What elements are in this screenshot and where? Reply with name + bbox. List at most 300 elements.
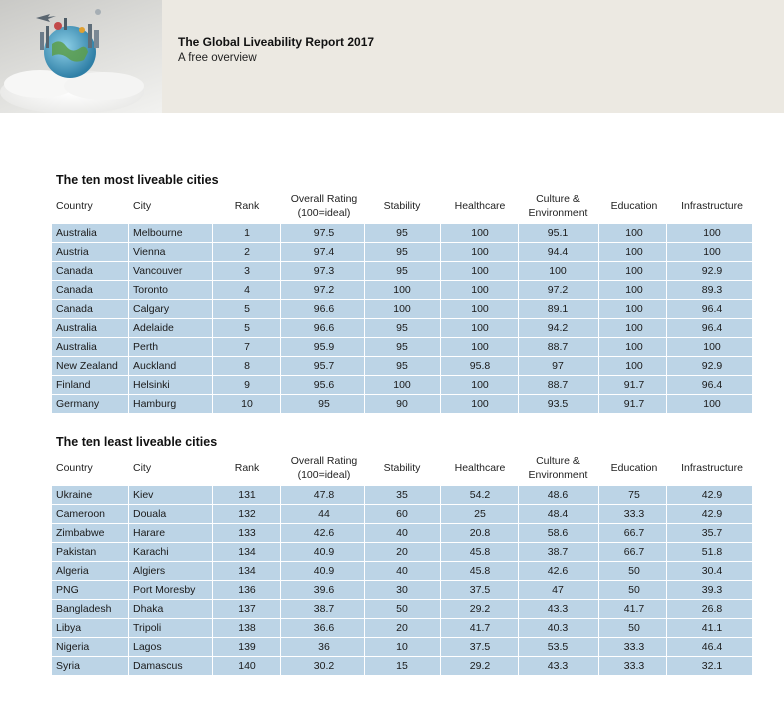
table-row bbox=[52, 300, 752, 318]
cell-healthcare: 45.8 bbox=[469, 546, 491, 558]
column-divider bbox=[518, 524, 519, 542]
cell-culture-environment: 58.6 bbox=[547, 527, 569, 539]
column-divider bbox=[518, 281, 519, 299]
cell-infrastructure: 51.8 bbox=[701, 546, 723, 558]
cell-city: Adelaide bbox=[133, 322, 174, 334]
cell-rank: 5 bbox=[244, 322, 250, 334]
table-row bbox=[52, 619, 752, 637]
cell-rank: 7 bbox=[244, 341, 250, 353]
column-divider bbox=[666, 243, 667, 261]
column-divider bbox=[666, 657, 667, 675]
cell-culture-environment: 48.4 bbox=[547, 508, 569, 520]
column-divider bbox=[364, 262, 365, 280]
cell-education: 100 bbox=[625, 265, 643, 277]
cell-culture-environment: 53.5 bbox=[547, 641, 569, 653]
column-divider bbox=[666, 281, 667, 299]
column-divider bbox=[518, 395, 519, 413]
cell-stability: 100 bbox=[393, 284, 411, 296]
most-liveable-table bbox=[52, 188, 752, 414]
cell-city: Vancouver bbox=[133, 265, 183, 277]
table-row bbox=[52, 357, 752, 375]
table-row bbox=[52, 262, 752, 280]
col-stability: Stability bbox=[383, 462, 421, 474]
cell-healthcare: 54.2 bbox=[469, 489, 491, 501]
column-divider bbox=[364, 357, 365, 375]
cell-rank: 132 bbox=[238, 508, 256, 520]
cell-infrastructure: 30.4 bbox=[701, 565, 723, 577]
cell-stability: 95 bbox=[396, 265, 408, 277]
cell-overall-rating: 36.6 bbox=[313, 622, 335, 634]
col-overall-rating: Overall Rating (100=ideal) bbox=[290, 193, 358, 219]
column-divider bbox=[364, 224, 365, 242]
cell-infrastructure: 92.9 bbox=[701, 265, 723, 277]
cell-culture-environment: 40.3 bbox=[547, 622, 569, 634]
table-header bbox=[52, 188, 752, 224]
cell-city: Perth bbox=[133, 341, 159, 353]
table-row bbox=[52, 486, 752, 504]
cell-city: Calgary bbox=[133, 303, 170, 315]
column-divider bbox=[666, 524, 667, 542]
cell-healthcare: 100 bbox=[471, 398, 489, 410]
table-header bbox=[52, 450, 752, 486]
cell-culture-environment: 88.7 bbox=[547, 379, 569, 391]
cell-stability: 95 bbox=[396, 246, 408, 258]
table-row bbox=[52, 319, 752, 337]
cell-culture-environment: 97 bbox=[552, 360, 564, 372]
cell-infrastructure: 42.9 bbox=[701, 508, 723, 520]
col-education: Education bbox=[610, 462, 658, 474]
column-divider bbox=[598, 543, 599, 561]
cell-education: 100 bbox=[625, 322, 643, 334]
column-divider bbox=[440, 376, 441, 394]
column-divider bbox=[364, 300, 365, 318]
cell-country: Finland bbox=[56, 379, 91, 391]
cell-overall-rating: 47.8 bbox=[313, 489, 335, 501]
cell-education: 100 bbox=[625, 227, 643, 239]
column-divider bbox=[598, 562, 599, 580]
table-body bbox=[52, 224, 752, 413]
cell-education: 100 bbox=[625, 284, 643, 296]
cell-rank: 2 bbox=[244, 246, 250, 258]
cell-country: Australia bbox=[56, 227, 97, 239]
column-divider bbox=[666, 562, 667, 580]
cell-country: PNG bbox=[56, 584, 79, 596]
cell-overall-rating: 97.3 bbox=[313, 265, 335, 277]
cell-city: Vienna bbox=[133, 246, 166, 258]
column-divider bbox=[440, 300, 441, 318]
column-divider bbox=[440, 543, 441, 561]
cell-stability: 60 bbox=[396, 508, 408, 520]
cell-healthcare: 41.7 bbox=[469, 622, 491, 634]
cell-education: 100 bbox=[625, 341, 643, 353]
column-divider bbox=[440, 619, 441, 637]
column-divider bbox=[364, 657, 365, 675]
column-divider bbox=[280, 224, 281, 242]
cell-city: Toronto bbox=[133, 284, 169, 296]
table-row bbox=[52, 581, 752, 599]
cell-culture-environment: 94.2 bbox=[547, 322, 569, 334]
table-row bbox=[52, 562, 752, 580]
cell-healthcare: 100 bbox=[471, 284, 489, 296]
cell-city: Algiers bbox=[133, 565, 166, 577]
cell-culture-environment: 43.3 bbox=[547, 603, 569, 615]
cell-infrastructure: 96.4 bbox=[701, 379, 723, 391]
column-divider bbox=[518, 657, 519, 675]
column-divider bbox=[598, 619, 599, 637]
table-row bbox=[52, 243, 752, 261]
cell-stability: 100 bbox=[393, 379, 411, 391]
cell-stability: 15 bbox=[396, 660, 408, 672]
cell-culture-environment: 93.5 bbox=[547, 398, 569, 410]
column-divider bbox=[364, 281, 365, 299]
column-divider bbox=[364, 338, 365, 356]
cell-healthcare: 95.8 bbox=[469, 360, 491, 372]
cell-infrastructure: 100 bbox=[703, 398, 721, 410]
cell-country: Nigeria bbox=[56, 641, 90, 653]
column-divider bbox=[666, 486, 667, 504]
table-row bbox=[52, 638, 752, 656]
cell-infrastructure: 100 bbox=[703, 341, 721, 353]
cell-education: 66.7 bbox=[623, 546, 645, 558]
cell-rank: 10 bbox=[241, 398, 253, 410]
col-rank: Rank bbox=[234, 462, 260, 474]
column-divider bbox=[598, 581, 599, 599]
cell-healthcare: 100 bbox=[471, 265, 489, 277]
cell-stability: 50 bbox=[396, 603, 408, 615]
cell-culture-environment: 43.3 bbox=[547, 660, 569, 672]
column-divider bbox=[598, 224, 599, 242]
cell-infrastructure: 96.4 bbox=[701, 303, 723, 315]
column-divider bbox=[440, 243, 441, 261]
cell-culture-environment: 100 bbox=[549, 265, 567, 277]
column-divider bbox=[518, 300, 519, 318]
column-divider bbox=[280, 619, 281, 637]
cell-education: 100 bbox=[625, 246, 643, 258]
cell-rank: 138 bbox=[238, 622, 256, 634]
cell-city: Kiev bbox=[133, 489, 154, 501]
column-divider bbox=[598, 600, 599, 618]
column-divider bbox=[440, 338, 441, 356]
column-divider bbox=[666, 319, 667, 337]
column-divider bbox=[666, 262, 667, 280]
cell-city: Dhaka bbox=[133, 603, 164, 615]
table-row bbox=[52, 657, 752, 675]
cell-overall-rating: 97.2 bbox=[313, 284, 335, 296]
cell-healthcare: 100 bbox=[471, 322, 489, 334]
cell-healthcare: 37.5 bbox=[469, 641, 491, 653]
table-row bbox=[52, 338, 752, 356]
col-healthcare: Healthcare bbox=[454, 462, 506, 474]
column-divider bbox=[666, 300, 667, 318]
column-divider bbox=[440, 581, 441, 599]
cell-stability: 95 bbox=[396, 227, 408, 239]
column-divider bbox=[280, 357, 281, 375]
cell-overall-rating: 40.9 bbox=[313, 546, 335, 558]
cell-city: Harare bbox=[133, 527, 166, 539]
column-divider bbox=[518, 543, 519, 561]
table-row bbox=[52, 524, 752, 542]
cell-country: Algeria bbox=[56, 565, 89, 577]
col-rank: Rank bbox=[234, 200, 260, 212]
column-divider bbox=[598, 300, 599, 318]
column-divider bbox=[364, 505, 365, 523]
column-divider bbox=[440, 638, 441, 656]
cell-rank: 140 bbox=[238, 660, 256, 672]
cell-overall-rating: 44 bbox=[318, 508, 330, 520]
cell-rank: 4 bbox=[244, 284, 250, 296]
column-divider bbox=[518, 562, 519, 580]
cell-rank: 134 bbox=[238, 565, 256, 577]
cell-overall-rating: 95 bbox=[318, 398, 330, 410]
cell-infrastructure: 39.3 bbox=[701, 584, 723, 596]
cell-overall-rating: 39.6 bbox=[313, 584, 335, 596]
cell-culture-environment: 95.1 bbox=[547, 227, 569, 239]
cell-country: Canada bbox=[56, 265, 93, 277]
table-row bbox=[52, 600, 752, 618]
col-city: City bbox=[133, 462, 152, 474]
cell-education: 50 bbox=[628, 622, 640, 634]
cell-culture-environment: 94.4 bbox=[547, 246, 569, 258]
column-divider bbox=[280, 505, 281, 523]
column-divider bbox=[518, 224, 519, 242]
cell-healthcare: 100 bbox=[471, 341, 489, 353]
cell-healthcare: 37.5 bbox=[469, 584, 491, 596]
cell-overall-rating: 97.4 bbox=[313, 246, 335, 258]
cell-country: Canada bbox=[56, 303, 93, 315]
column-divider bbox=[598, 262, 599, 280]
cell-healthcare: 45.8 bbox=[469, 565, 491, 577]
cell-stability: 10 bbox=[396, 641, 408, 653]
cell-rank: 133 bbox=[238, 527, 256, 539]
column-divider bbox=[518, 486, 519, 504]
cell-education: 50 bbox=[628, 584, 640, 596]
cell-stability: 95 bbox=[396, 322, 408, 334]
column-divider bbox=[666, 619, 667, 637]
col-education: Education bbox=[610, 200, 658, 212]
cell-overall-rating: 36 bbox=[318, 641, 330, 653]
most-liveable-title: The ten most liveable cities bbox=[56, 173, 219, 187]
cell-city: Douala bbox=[133, 508, 167, 520]
cell-rank: 8 bbox=[244, 360, 250, 372]
cell-education: 33.3 bbox=[623, 660, 645, 672]
cell-stability: 20 bbox=[396, 622, 408, 634]
column-divider bbox=[440, 262, 441, 280]
least-liveable-title: The ten least liveable cities bbox=[56, 435, 218, 449]
cell-infrastructure: 100 bbox=[703, 246, 721, 258]
column-divider bbox=[666, 376, 667, 394]
cell-healthcare: 100 bbox=[471, 303, 489, 315]
cell-stability: 40 bbox=[396, 565, 408, 577]
column-divider bbox=[518, 600, 519, 618]
column-divider bbox=[440, 600, 441, 618]
cell-culture-environment: 97.2 bbox=[547, 284, 569, 296]
cell-healthcare: 20.8 bbox=[469, 527, 491, 539]
cell-city: Damascus bbox=[133, 660, 183, 672]
cell-infrastructure: 35.7 bbox=[701, 527, 723, 539]
column-divider bbox=[280, 638, 281, 656]
column-divider bbox=[598, 524, 599, 542]
column-divider bbox=[280, 262, 281, 280]
cell-country: New Zealand bbox=[56, 360, 118, 372]
cell-country: Bangladesh bbox=[56, 603, 112, 615]
cell-country: Germany bbox=[56, 398, 100, 410]
cell-education: 50 bbox=[628, 565, 640, 577]
col-country: Country bbox=[56, 462, 93, 474]
column-divider bbox=[666, 395, 667, 413]
cell-country: Libya bbox=[56, 622, 82, 634]
cell-education: 41.7 bbox=[623, 603, 645, 615]
column-divider bbox=[440, 224, 441, 242]
col-stability: Stability bbox=[383, 200, 421, 212]
column-divider bbox=[518, 319, 519, 337]
cell-healthcare: 100 bbox=[471, 227, 489, 239]
cell-culture-environment: 89.1 bbox=[547, 303, 569, 315]
column-divider bbox=[518, 338, 519, 356]
cell-city: Auckland bbox=[133, 360, 177, 372]
column-divider bbox=[364, 562, 365, 580]
cell-stability: 30 bbox=[396, 584, 408, 596]
cell-infrastructure: 89.3 bbox=[701, 284, 723, 296]
cell-healthcare: 29.2 bbox=[469, 660, 491, 672]
cell-rank: 137 bbox=[238, 603, 256, 615]
cell-education: 100 bbox=[625, 303, 643, 315]
cell-overall-rating: 95.9 bbox=[313, 341, 335, 353]
column-divider bbox=[666, 224, 667, 242]
column-divider bbox=[364, 600, 365, 618]
cell-rank: 131 bbox=[238, 489, 256, 501]
cell-overall-rating: 42.6 bbox=[313, 527, 335, 539]
cell-city: Helsinki bbox=[133, 379, 170, 391]
cell-infrastructure: 32.1 bbox=[701, 660, 723, 672]
col-infrastructure: Infrastructure bbox=[681, 200, 743, 212]
cell-infrastructure: 100 bbox=[703, 227, 721, 239]
column-divider bbox=[364, 581, 365, 599]
cell-education: 33.3 bbox=[623, 508, 645, 520]
cell-overall-rating: 95.7 bbox=[313, 360, 335, 372]
table-body bbox=[52, 486, 752, 675]
cell-country: Ukraine bbox=[56, 489, 93, 501]
report-cover-illustration bbox=[0, 0, 162, 113]
cell-stability: 20 bbox=[396, 546, 408, 558]
col-culture-environment: Culture & Environment bbox=[528, 455, 588, 481]
col-city: City bbox=[133, 200, 152, 212]
cell-education: 33.3 bbox=[623, 641, 645, 653]
col-infrastructure: Infrastructure bbox=[681, 462, 743, 474]
column-divider bbox=[598, 638, 599, 656]
cell-rank: 9 bbox=[244, 379, 250, 391]
column-divider bbox=[440, 357, 441, 375]
cell-culture-environment: 42.6 bbox=[547, 565, 569, 577]
cell-city: Melbourne bbox=[133, 227, 183, 239]
cell-overall-rating: 40.9 bbox=[313, 565, 335, 577]
column-divider bbox=[440, 281, 441, 299]
column-divider bbox=[598, 395, 599, 413]
cell-culture-environment: 88.7 bbox=[547, 341, 569, 353]
column-divider bbox=[280, 543, 281, 561]
column-divider bbox=[280, 395, 281, 413]
cell-overall-rating: 96.6 bbox=[313, 322, 335, 334]
column-divider bbox=[666, 338, 667, 356]
cell-country: Australia bbox=[56, 341, 97, 353]
cell-healthcare: 25 bbox=[474, 508, 486, 520]
cell-rank: 134 bbox=[238, 546, 256, 558]
col-country: Country bbox=[56, 200, 93, 212]
cell-education: 66.7 bbox=[623, 527, 645, 539]
cell-country: Zimbabwe bbox=[56, 527, 105, 539]
column-divider bbox=[280, 562, 281, 580]
column-divider bbox=[598, 243, 599, 261]
column-divider bbox=[440, 395, 441, 413]
cell-rank: 3 bbox=[244, 265, 250, 277]
column-divider bbox=[666, 505, 667, 523]
table-row bbox=[52, 224, 752, 242]
col-culture-environment: Culture & Environment bbox=[528, 193, 588, 219]
globe-city-icon bbox=[0, 0, 162, 113]
column-divider bbox=[666, 581, 667, 599]
column-divider bbox=[666, 357, 667, 375]
report-subtitle: A free overview bbox=[178, 52, 257, 64]
column-divider bbox=[364, 376, 365, 394]
report-title: The Global Liveability Report 2017 bbox=[178, 35, 375, 49]
cell-infrastructure: 96.4 bbox=[701, 322, 723, 334]
cell-infrastructure: 42.9 bbox=[701, 489, 723, 501]
cell-country: Australia bbox=[56, 322, 97, 334]
column-divider bbox=[518, 619, 519, 637]
column-divider bbox=[280, 376, 281, 394]
column-divider bbox=[440, 319, 441, 337]
cell-city: Tripoli bbox=[133, 622, 162, 634]
column-divider bbox=[364, 638, 365, 656]
cell-stability: 35 bbox=[396, 489, 408, 501]
column-divider bbox=[598, 486, 599, 504]
column-divider bbox=[280, 338, 281, 356]
column-divider bbox=[364, 543, 365, 561]
table-row bbox=[52, 505, 752, 523]
cell-stability: 95 bbox=[396, 360, 408, 372]
table-row bbox=[52, 395, 752, 413]
column-divider bbox=[598, 319, 599, 337]
column-divider bbox=[364, 243, 365, 261]
cell-rank: 139 bbox=[238, 641, 256, 653]
cell-country: Canada bbox=[56, 284, 93, 296]
column-divider bbox=[598, 357, 599, 375]
cell-overall-rating: 97.5 bbox=[313, 227, 335, 239]
cell-education: 75 bbox=[628, 489, 640, 501]
column-divider bbox=[518, 505, 519, 523]
least-liveable-table bbox=[52, 450, 752, 676]
cell-healthcare: 100 bbox=[471, 246, 489, 258]
column-divider bbox=[518, 638, 519, 656]
column-divider bbox=[280, 300, 281, 318]
cell-country: Cameroon bbox=[56, 508, 106, 520]
column-divider bbox=[598, 338, 599, 356]
table-row bbox=[52, 543, 752, 561]
cell-country: Austria bbox=[56, 246, 89, 258]
column-divider bbox=[518, 357, 519, 375]
column-divider bbox=[364, 319, 365, 337]
column-divider bbox=[440, 562, 441, 580]
cell-education: 100 bbox=[625, 360, 643, 372]
column-divider bbox=[666, 638, 667, 656]
cell-overall-rating: 38.7 bbox=[313, 603, 335, 615]
column-divider bbox=[440, 657, 441, 675]
cell-city: Port Moresby bbox=[133, 584, 196, 596]
column-divider bbox=[518, 262, 519, 280]
column-divider bbox=[280, 319, 281, 337]
cell-stability: 100 bbox=[393, 303, 411, 315]
cell-education: 91.7 bbox=[623, 398, 645, 410]
column-divider bbox=[440, 486, 441, 504]
